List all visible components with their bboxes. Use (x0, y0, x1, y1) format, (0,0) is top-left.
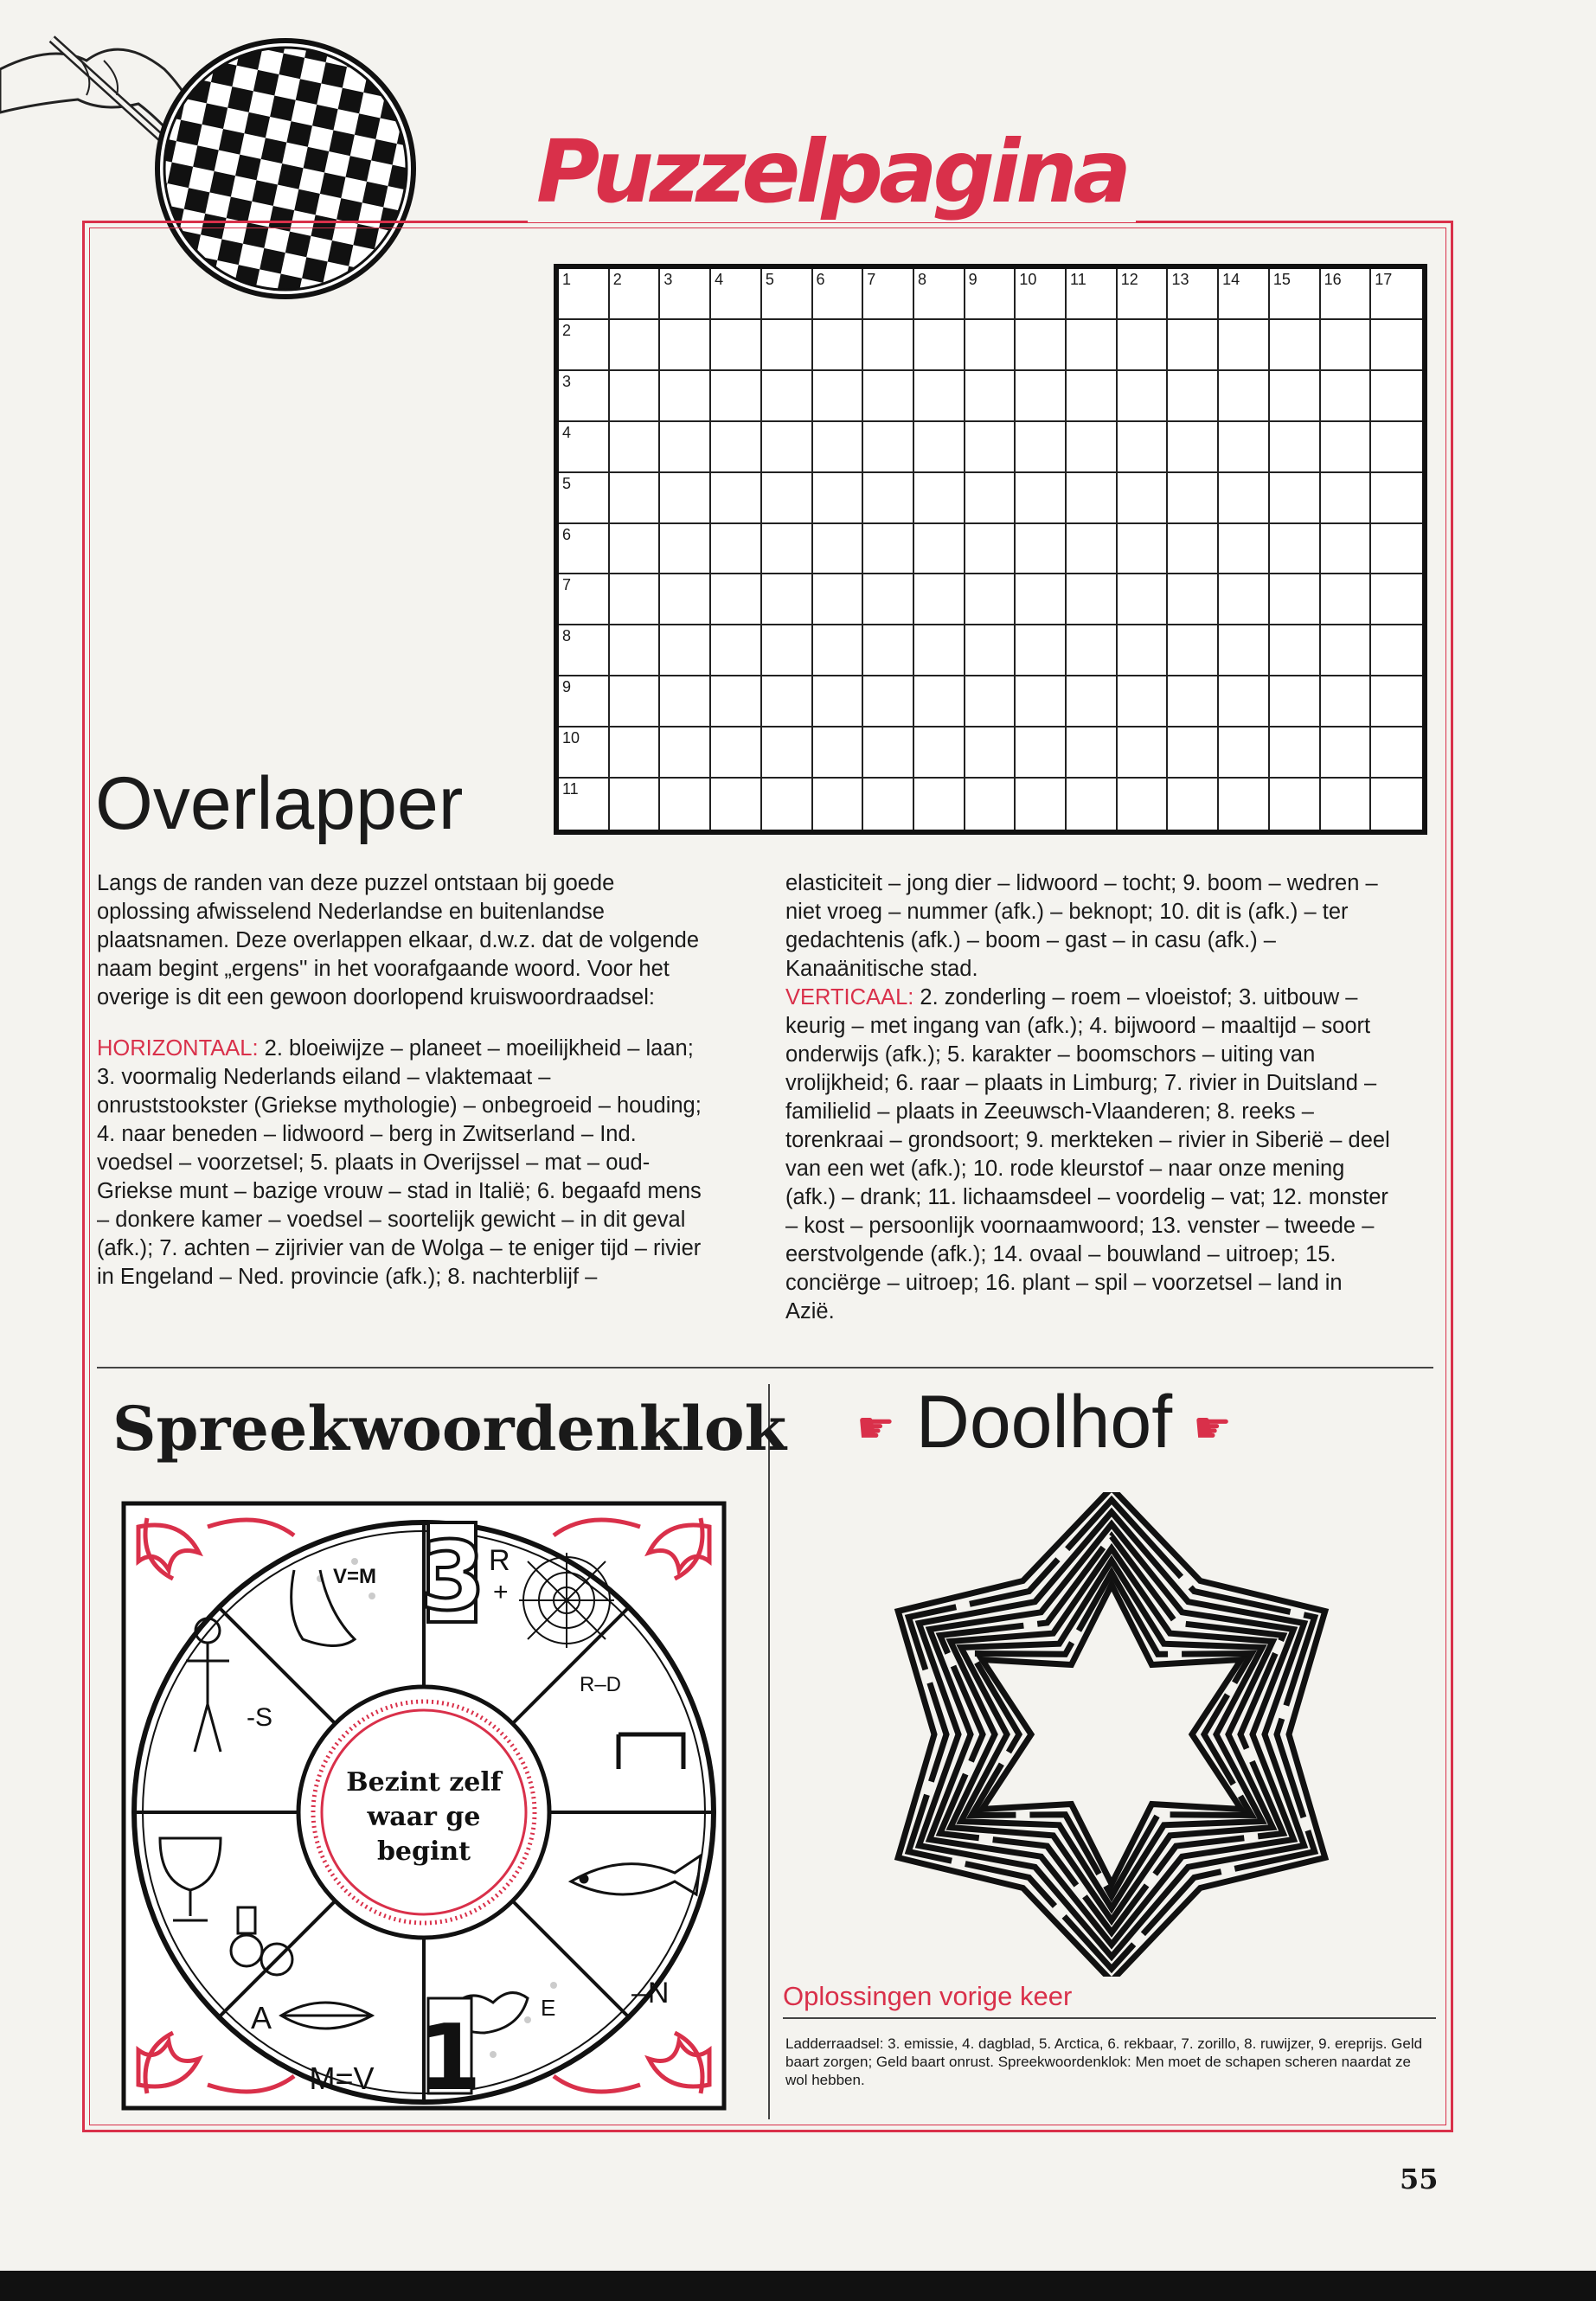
page-number: 55 (1400, 2163, 1439, 2195)
grid-cell[interactable] (1118, 727, 1169, 779)
grid-number: 15 (1272, 271, 1291, 288)
grid-cell[interactable] (1219, 422, 1270, 473)
grid-cell[interactable] (914, 524, 965, 575)
grid-cell[interactable] (1016, 676, 1067, 727)
grid-cell[interactable] (660, 574, 711, 625)
grid-cell[interactable] (1321, 727, 1372, 779)
spider-web-icon (519, 1553, 614, 1648)
grid-cell[interactable] (1016, 574, 1067, 625)
grid-number: 11 (1070, 271, 1086, 288)
grid-cell[interactable] (1219, 269, 1270, 320)
grid-cell[interactable] (863, 473, 914, 524)
grid-cell[interactable] (914, 371, 965, 422)
clock-label-e: E (541, 1995, 556, 2021)
grid-cell[interactable] (1067, 779, 1118, 830)
pointing-hand-icon: ☛ (1193, 1403, 1232, 1452)
grid-cell[interactable] (610, 676, 661, 727)
grid-cell[interactable] (863, 422, 914, 473)
grid-cell[interactable] (1219, 625, 1270, 676)
grid-cell[interactable] (1067, 269, 1118, 320)
grid-cell[interactable] (1321, 676, 1372, 727)
horizontaal-continued: elasticiteit – jong dier – lidwoord – tocht; 9. boom – wedren – niet vroeg – nummer (afk.) – beknopt; 10. dit is (afk.) – ter gedachtenis (afk.) – boom – gast – in casu (afk.) – Kanaänitische stad. (785, 871, 1378, 981)
grid-cell[interactable] (863, 574, 914, 625)
grid-number: 2 (562, 321, 572, 339)
overlapper-column-1 (97, 869, 702, 1292)
grid-number: 5 (562, 474, 572, 492)
grid-cell[interactable] (1219, 320, 1270, 371)
grid-cell[interactable] (1321, 625, 1372, 676)
grid-number: 9 (968, 271, 977, 288)
grid-number: 13 (1171, 271, 1189, 288)
grid-cell[interactable] (914, 779, 965, 830)
doolhof-title: Doolhof (915, 1381, 1173, 1464)
grid-cell[interactable] (762, 524, 813, 575)
grid-cell[interactable] (1321, 269, 1372, 320)
grid-cell[interactable] (762, 676, 813, 727)
grid-cell[interactable] (1168, 320, 1219, 371)
grid-cell[interactable] (610, 779, 661, 830)
grid-cell[interactable] (863, 779, 914, 830)
grid-cell[interactable] (610, 371, 661, 422)
grid-cell[interactable] (559, 320, 610, 371)
grid-cell[interactable] (1067, 727, 1118, 779)
grid-cell[interactable] (1168, 524, 1219, 575)
grid-cell[interactable] (559, 779, 610, 830)
grid-cell[interactable] (660, 473, 711, 524)
grid-number: 8 (562, 627, 572, 645)
grid-cell[interactable] (1168, 574, 1219, 625)
grid-cell[interactable] (1168, 779, 1219, 830)
grid-cell[interactable] (559, 727, 610, 779)
grid-cell[interactable] (1371, 676, 1422, 727)
grid-cell[interactable] (660, 524, 711, 575)
grid-cell[interactable] (813, 524, 864, 575)
grid-number: 11 (562, 780, 579, 798)
grid-cell[interactable] (1219, 574, 1270, 625)
grid-number: 3 (663, 271, 673, 288)
grid-cell[interactable] (1371, 320, 1422, 371)
grid-number: 12 (1120, 271, 1138, 288)
grid-cell[interactable] (914, 473, 965, 524)
crossword-grid (554, 264, 1427, 835)
grid-cell[interactable] (863, 727, 914, 779)
grid-number: 7 (867, 271, 876, 288)
grid-cell[interactable] (1219, 524, 1270, 575)
grid-cell[interactable] (965, 422, 1016, 473)
grid-cell[interactable] (1168, 422, 1219, 473)
grid-cell[interactable] (1270, 422, 1321, 473)
grid-cell[interactable] (863, 320, 914, 371)
grid-cell[interactable] (1321, 320, 1372, 371)
doolhof-maze (835, 1492, 1388, 1977)
horizontaal-clues (97, 1035, 702, 1292)
grid-number: 6 (816, 271, 825, 288)
grid-cell[interactable] (965, 473, 1016, 524)
grid-cell[interactable] (610, 269, 661, 320)
grid-cell[interactable] (1067, 473, 1118, 524)
grid-cell[interactable] (1270, 779, 1321, 830)
clock-label-mv: M=V (309, 2061, 375, 2096)
grid-cell[interactable] (762, 625, 813, 676)
grid-cell[interactable] (610, 625, 661, 676)
grid-cell[interactable] (965, 371, 1016, 422)
grid-cell[interactable] (711, 320, 762, 371)
grid-cell[interactable] (610, 473, 661, 524)
verticaal-text: 2. zonderling – roem – vloeistof; 3. uitbouw – keurig – met ingang van (afk.); 4. bijwoord – maaltijd – soort onderwijs (afk.); 5. karakter – boomschors – uiting van vrolijkheid; 6. raar – plaats in Limburg; 7. rivier in Duitsland – familielid – plaats in Zeeuwsch-Vlaanderen; 8. reeks – torenkraai – grondsoort; 9. merkteken – rivier in Siberië – deel van een wet (afk.); 10. rode kleurstof – naar onze mening (afk.) – drank; 11. lichaamsdeel – voordelig – vat; 12. monster – kost – persoonlijk voornaamwoord; 13. venster – tweede – eerstvolgende (afk.); 14. ovaal – bouwland – uitroep; 15. conciërge – uitroep; 16. plant – spil – voorzetsel – land in Azië. (785, 985, 1390, 1324)
grid-cell[interactable] (1371, 422, 1422, 473)
oplossingen-divider (783, 2017, 1436, 2019)
grid-cell[interactable] (762, 779, 813, 830)
oplossingen-text: Ladderraadsel: 3. emissie, 4. dagblad, 5. Arctica, 6. rekbaar, 7. zorillo, 8. ruwijzer, 9. ereprijs. Geld baart zorgen; Geld baart onrust. Spreekwoordenklok: Men moet de schapen scheren naardat ze wol hebben. (785, 2035, 1423, 2088)
grid-cell[interactable] (1371, 524, 1422, 575)
clock-label-n: –N (631, 1977, 670, 2009)
clock-label-a: A (251, 2000, 272, 2035)
grid-cell[interactable] (1168, 727, 1219, 779)
clock-number-3: 3 (419, 1521, 486, 1631)
grid-number: 2 (612, 271, 622, 288)
grid-cell[interactable] (1118, 320, 1169, 371)
grid-cell[interactable] (762, 574, 813, 625)
grid-cell[interactable] (914, 422, 965, 473)
grid-cell[interactable] (660, 779, 711, 830)
column-divider (768, 1384, 770, 2119)
grid-cell[interactable] (711, 269, 762, 320)
grid-cell[interactable] (1321, 779, 1372, 830)
grid-cell[interactable] (1016, 625, 1067, 676)
clock-label-vm: V=M (333, 1565, 377, 1588)
overlapper-intro: Langs de randen van deze puzzel ontstaan bij goede oplossing afwisselend Nederlandse en buitenlandse plaatsnamen. Deze overlappen elkaar, d.w.z. dat de volgende naam begint „ergens'' in het voorafgaande woord. Voor het overige is dit een gewoon doorlopend kruiswoordraadsel: (97, 871, 700, 1009)
doolhof-heading (856, 1380, 1232, 1465)
grid-cell[interactable] (813, 676, 864, 727)
grid-number: 10 (1019, 271, 1037, 288)
grid-cell[interactable] (1118, 524, 1169, 575)
grid-cell[interactable] (660, 422, 711, 473)
grid-cell[interactable] (914, 727, 965, 779)
grid-number: 16 (1324, 271, 1342, 288)
grid-number: 10 (562, 729, 580, 747)
grid-cell[interactable] (711, 625, 762, 676)
grid-cell[interactable] (762, 422, 813, 473)
grid-cell[interactable] (1371, 625, 1422, 676)
grid-cell[interactable] (610, 727, 661, 779)
grid-cell[interactable] (1067, 524, 1118, 575)
grid-cell[interactable] (813, 269, 864, 320)
grid-cell[interactable] (610, 574, 661, 625)
maze-wall (951, 1548, 1272, 1920)
grid-cell[interactable] (1168, 473, 1219, 524)
horizontaal-label: HORIZONTAAL: (97, 1036, 259, 1061)
grid-cell[interactable] (1321, 371, 1372, 422)
grid-cell[interactable] (965, 625, 1016, 676)
section-divider (97, 1367, 1433, 1368)
grid-cell[interactable] (1016, 473, 1067, 524)
grid-cell[interactable] (1016, 727, 1067, 779)
grid-cell[interactable] (813, 422, 864, 473)
grid-cell[interactable] (914, 269, 965, 320)
grid-cell[interactable] (660, 676, 711, 727)
grid-cell[interactable] (965, 574, 1016, 625)
grid-cell[interactable] (660, 625, 711, 676)
grid-cell[interactable] (965, 727, 1016, 779)
grid-number: 14 (1222, 271, 1240, 288)
grid-cell[interactable] (1219, 727, 1270, 779)
grid-cell[interactable] (711, 473, 762, 524)
grid-cell[interactable] (1321, 473, 1372, 524)
grid-cell[interactable] (813, 371, 864, 422)
grid-cell[interactable] (1270, 473, 1321, 524)
grid-cell[interactable] (1067, 625, 1118, 676)
grid-cell[interactable] (762, 473, 813, 524)
grid-cell[interactable] (1118, 473, 1169, 524)
grid-cell[interactable] (1168, 625, 1219, 676)
spreekwoordenklok-puzzle (121, 1501, 727, 2111)
grid-cell[interactable] (610, 524, 661, 575)
grid-cell[interactable] (660, 269, 711, 320)
grid-cell[interactable] (1270, 320, 1321, 371)
grid-cell[interactable] (559, 473, 610, 524)
grid-cell[interactable] (813, 574, 864, 625)
clock-label-s: -S (247, 1703, 272, 1732)
grid-cell[interactable] (711, 371, 762, 422)
grid-cell[interactable] (863, 524, 914, 575)
grid-cell[interactable] (1016, 269, 1067, 320)
grid-cell[interactable] (965, 524, 1016, 575)
grid-cell[interactable] (1067, 574, 1118, 625)
grid-cell[interactable] (559, 574, 610, 625)
grid-cell[interactable] (1016, 779, 1067, 830)
grid-cell[interactable] (1219, 779, 1270, 830)
grid-cell[interactable] (1118, 422, 1169, 473)
grid-cell[interactable] (711, 727, 762, 779)
grid-cell[interactable] (1371, 473, 1422, 524)
grid-cell[interactable] (965, 676, 1016, 727)
grid-cell[interactable] (863, 625, 914, 676)
grid-cell[interactable] (914, 625, 965, 676)
grid-cell[interactable] (610, 320, 661, 371)
grid-cell[interactable] (813, 779, 864, 830)
grid-cell[interactable] (1016, 422, 1067, 473)
grid-cell[interactable] (559, 422, 610, 473)
clock-center-line-1: Bezint zelf (346, 1767, 502, 1798)
clock-label-rd: R–D (580, 1673, 622, 1696)
grid-cell[interactable] (1321, 524, 1372, 575)
grid-cell[interactable] (813, 727, 864, 779)
grid-number: 4 (562, 423, 572, 441)
grid-cell[interactable] (559, 524, 610, 575)
grid-cell[interactable] (660, 371, 711, 422)
clock-center-line-2: waar ge (367, 1802, 481, 1832)
grid-cell[interactable] (1270, 676, 1321, 727)
grid-cell[interactable] (559, 269, 610, 320)
overlapper-title: Overlapper (95, 762, 464, 845)
grid-cell[interactable] (559, 625, 610, 676)
clock-label-r: R (489, 1544, 510, 1577)
grid-cell[interactable] (1219, 473, 1270, 524)
grid-cell[interactable] (1371, 269, 1422, 320)
spreekwoordenklok-title: Spreekwoordenklok (112, 1393, 787, 1465)
maze-wall (961, 1561, 1262, 1908)
grid-cell[interactable] (1371, 371, 1422, 422)
grid-cell[interactable] (762, 320, 813, 371)
grid-cell[interactable] (1270, 727, 1321, 779)
grid-cell[interactable] (660, 727, 711, 779)
grid-cell[interactable] (1118, 779, 1169, 830)
grid-cell[interactable] (1270, 524, 1321, 575)
grid-cell[interactable] (1168, 676, 1219, 727)
grid-cell[interactable] (762, 371, 813, 422)
grid-cell[interactable] (1371, 574, 1422, 625)
grid-cell[interactable] (1321, 422, 1372, 473)
grid-number: 7 (562, 576, 572, 594)
verticaal-clues (785, 984, 1391, 1326)
grid-number: 5 (765, 271, 774, 288)
grid-cell[interactable] (863, 371, 914, 422)
grid-number: 4 (715, 271, 724, 288)
grid-cell[interactable] (711, 676, 762, 727)
grid-cell[interactable] (1118, 269, 1169, 320)
grid-cell[interactable] (965, 779, 1016, 830)
grid-cell[interactable] (1270, 574, 1321, 625)
grid-cell[interactable] (1118, 574, 1169, 625)
grid-number: 9 (562, 678, 572, 696)
grid-cell[interactable] (965, 320, 1016, 371)
grid-cell[interactable] (863, 676, 914, 727)
grid-cell[interactable] (863, 269, 914, 320)
grid-cell[interactable] (1016, 320, 1067, 371)
grid-cell[interactable] (610, 422, 661, 473)
overlapper-column-2 (785, 869, 1391, 1326)
grid-cell[interactable] (711, 524, 762, 575)
grid-cell[interactable] (762, 727, 813, 779)
scan-edge (0, 2271, 1596, 2301)
grid-cell[interactable] (1118, 676, 1169, 727)
grid-number: 1 (562, 271, 572, 288)
grid-cell[interactable] (1219, 676, 1270, 727)
clock-number-1: 1 (418, 2005, 482, 2111)
grid-cell[interactable] (660, 320, 711, 371)
clock-label-plus: + (493, 1578, 509, 1606)
grid-cell[interactable] (1321, 574, 1372, 625)
grid-number: 17 (1375, 271, 1393, 288)
grid-cell[interactable] (965, 269, 1016, 320)
grid-cell[interactable] (813, 625, 864, 676)
grid-cell[interactable] (813, 473, 864, 524)
grid-cell[interactable] (1219, 371, 1270, 422)
verticaal-label: VERTICAAL: (785, 985, 914, 1009)
grid-cell[interactable] (914, 676, 965, 727)
horizontaal-text: 2. bloeiwijze – planeet – moeilijkheid – laan; 3. voormalig Nederlands eiland – vlaktemaat – onruststookster (Griekse mythologie) – onbegroeid – houding; 4. naar beneden – lidwoord – berg in Zwitserland – Ind. voedsel – voorzetsel; 5. plaats in Overijssel – mat – oud-Griekse munt – bazige vrouw – stad in Italië; 6. begaafd mens – donkere kamer – voedsel – soortelijk gewicht – in dit geval (afk.); 7. achten – zijrivier van de Wolga – te eniger tijd – rivier in Engeland – Ned. provincie (afk.); 8. nachterblijf – (97, 1036, 702, 1289)
grid-cell[interactable] (711, 779, 762, 830)
grid-cell[interactable] (559, 371, 610, 422)
grid-cell[interactable] (1067, 320, 1118, 371)
grid-cell[interactable] (1016, 371, 1067, 422)
grid-cell[interactable] (813, 320, 864, 371)
grid-number: 8 (917, 271, 926, 288)
grid-cell[interactable] (1168, 371, 1219, 422)
grid-cell[interactable] (1168, 269, 1219, 320)
grid-cell[interactable] (1118, 371, 1169, 422)
grid-cell[interactable] (711, 422, 762, 473)
grid-cell[interactable] (914, 574, 965, 625)
grid-number: 3 (562, 372, 572, 390)
grid-cell[interactable] (1118, 625, 1169, 676)
grid-cell[interactable] (1067, 371, 1118, 422)
grid-cell[interactable] (1016, 524, 1067, 575)
grid-cell[interactable] (1067, 676, 1118, 727)
grid-cell[interactable] (711, 574, 762, 625)
grid-cell[interactable] (914, 320, 965, 371)
grid-cell[interactable] (1371, 779, 1422, 830)
grid-cell[interactable] (559, 676, 610, 727)
grid-cell[interactable] (1270, 625, 1321, 676)
grid-cell[interactable] (1371, 727, 1422, 779)
grid-cell[interactable] (762, 269, 813, 320)
clock-center-line-3: begint (376, 1836, 471, 1867)
oplossingen-title: Oplossingen vorige keer (783, 1981, 1073, 2011)
grid-number: 6 (562, 525, 572, 543)
grid-cell[interactable] (1067, 422, 1118, 473)
pointing-hand-icon: ☛ (856, 1403, 895, 1452)
grid-cell[interactable] (1270, 269, 1321, 320)
grid-cell[interactable] (1270, 371, 1321, 422)
page-title: Puzzelpagina (528, 121, 1136, 222)
maze-wall (971, 1573, 1252, 1896)
